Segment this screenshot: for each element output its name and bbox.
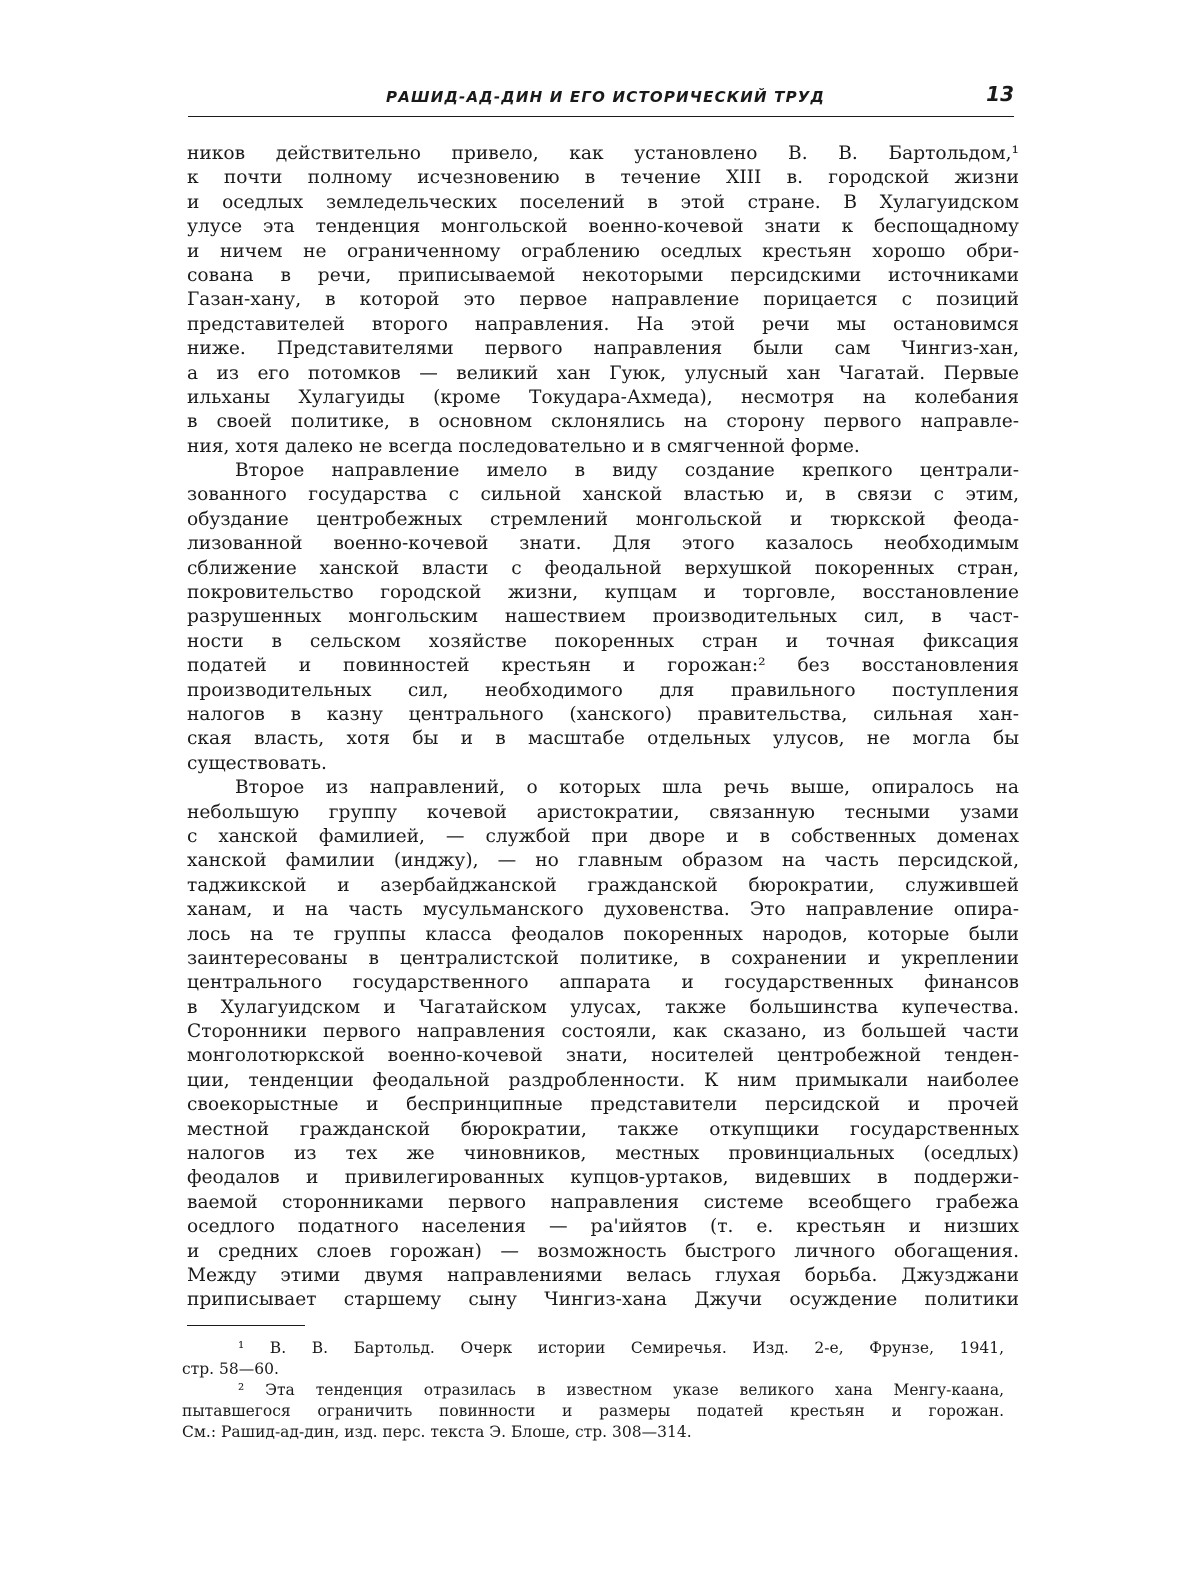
body-line: и оседлых земледельческих поселений в этой стране. В Хулагуидском (187, 191, 1019, 213)
body-line: таджикской и азербайджанской гражданской бюрократии, служившей (187, 874, 1019, 896)
body-line: местной гражданской бюрократии, также откупщики государственных (187, 1118, 1019, 1140)
body-line: лизованной военно-кочевой знати. Для этого казалось необходимым (187, 533, 1019, 555)
body-line: и ничем не ограниченному ограблению оседлых крестьян хорошо обри- (187, 240, 1019, 262)
body-line: производительных сил, необходимого для правильного поступления (187, 679, 1019, 701)
body-line: ности в сельском хозяйстве покоренных стран и точная фиксация (187, 630, 1019, 652)
body-line: к почти полному исчезновению в течение XIII в. городской жизни (187, 167, 1019, 189)
body-line: и средних слоев горожан) — возможность быстрого личного обогащения. (187, 1240, 1019, 1262)
body-line: улусе эта тенденция монгольской военно-кочевой знати к беспощадному (187, 216, 1019, 238)
body-line: ханской фамилии (инджу), — но главным образом на часть персидской, (187, 850, 1019, 872)
body-line: центрального государственного аппарата и государственных финансов (187, 972, 1019, 994)
body-line: феодалов и привилегированных купцов-уртаков, видевших в поддержи- (187, 1167, 1019, 1189)
running-head (188, 82, 1014, 116)
footnote-line: пытавшегося ограничить повинности и размеры податей крестьян и горожан. (182, 1402, 1004, 1420)
footnote-line: ¹ В. В. Бартольд. Очерк истории Семиречья. Изд. 2-е, Фрунзе, 1941, (238, 1339, 1004, 1357)
body-line: ская власть, хотя бы и в масштабе отдельных улусов, не могла бы (187, 728, 1019, 750)
body-line: Второе направление имело в виду создание крепкого централи- (235, 460, 1019, 482)
body-line: приписывает старшему сыну Чингиз-хана Джучи осуждение политики (187, 1289, 1019, 1311)
footnote-rule (187, 1325, 305, 1326)
body-line: монголотюркской военно-кочевой знати, носителей центробежной тенден- (187, 1045, 1019, 1067)
body-line: своекорыстные и беспринципные представители персидской и прочей (187, 1094, 1019, 1116)
body-text (187, 142, 1019, 1313)
body-line: ния, хотя далеко не всегда последовательно и в смягченной форме. (187, 435, 860, 457)
body-line: лось на те группы класса феодалов покоренных народов, которые были (187, 923, 1019, 945)
body-line: ников действительно привело, как установлено В. В. Бартольдом,¹ (187, 143, 1019, 164)
body-line: налогов из тех же чиновников, местных провинциальных (оседлых) (187, 1143, 1019, 1165)
body-line: с ханской фамилией, — службой при дворе и в собственных доменах (187, 825, 1019, 847)
footnote-line: стр. 58—60. (182, 1360, 279, 1378)
body-line: в Хулагуидском и Чагатайском улусах, также большинства купечества. (187, 996, 1019, 1018)
footnote-line: ² Эта тенденция отразилась в известном указе великого хана Менгу-каана, (238, 1381, 1004, 1399)
body-line: Второе из направлений, о которых шла речь выше, опиралось на (235, 777, 1019, 799)
body-line: ваемой сторонниками первого направления системе всеобщего грабежа (187, 1191, 1019, 1213)
body-line: в своей политике, в основном склонялись на сторону первого направле- (187, 411, 1019, 433)
body-line: Газан-хану, в которой это первое направление порицается с позиций (187, 289, 1019, 311)
body-line: зованного государства с сильной ханской властью и, в связи с этим, (187, 484, 1019, 506)
body-line: ильханы Хулагуиды (кроме Токудара-Ахмеда), несмотря на колебания (187, 386, 1019, 408)
page-number: 13 (986, 82, 1014, 106)
body-line: ции, тенденции феодальной раздробленности. К ним примыкали наиболее (187, 1069, 1019, 1091)
body-line: сована в речи, приписываемой некоторыми персидскими источниками (187, 264, 1019, 286)
body-line: существовать. (187, 752, 327, 774)
body-line: ниже. Представителями первого направления были сам Чингиз-хан, (187, 338, 1019, 360)
header-rule (188, 116, 1014, 117)
body-line: заинтересованы в централистской политике, в сохранении и укреплении (187, 947, 1019, 969)
body-line: представителей второго направления. На этой речи мы остановимся (187, 313, 1019, 335)
body-line: а из его потомков — великий хан Гуюк, улусный хан Чагатай. Первые (187, 362, 1019, 384)
body-line: обуздание центробежных стремлений монгольской и тюркской феода- (187, 508, 1019, 530)
running-title: РАШИД-АД-ДИН И ЕГО ИСТОРИЧЕСКИЙ ТРУД (386, 88, 826, 106)
body-line: покровительство городской жизни, купцам и торговле, восстановление (187, 582, 1019, 604)
footnote-line: См.: Рашид-ад-дин, изд. перс. текста Э. Блоше, стр. 308—314. (182, 1423, 692, 1441)
body-line: сближение ханской власти с феодальной верхушкой покоренных стран, (187, 557, 1019, 579)
body-line: ханам, и на часть мусульманского духовенства. Это направление опира- (187, 899, 1019, 921)
footnotes (182, 1338, 1004, 1443)
body-line: Между этими двумя направлениями велась глухая борьба. Джузджани (187, 1264, 1019, 1286)
body-line: разрушенных монгольским нашествием производительных сил, в част- (187, 606, 1019, 628)
body-line: оседлого податного населения — ра'ийятов (т. е. крестьян и низших (187, 1216, 1019, 1238)
body-line: Сторонники первого направления состояли, как сказано, из большей части (187, 1021, 1019, 1043)
body-line: небольшую группу кочевой аристократии, связанную тесными узами (187, 801, 1019, 823)
body-line: налогов в казну центрального (ханского) правительства, сильная хан- (187, 703, 1019, 725)
body-line: податей и повинностей крестьян и горожан:² без восстановления (187, 655, 1019, 677)
